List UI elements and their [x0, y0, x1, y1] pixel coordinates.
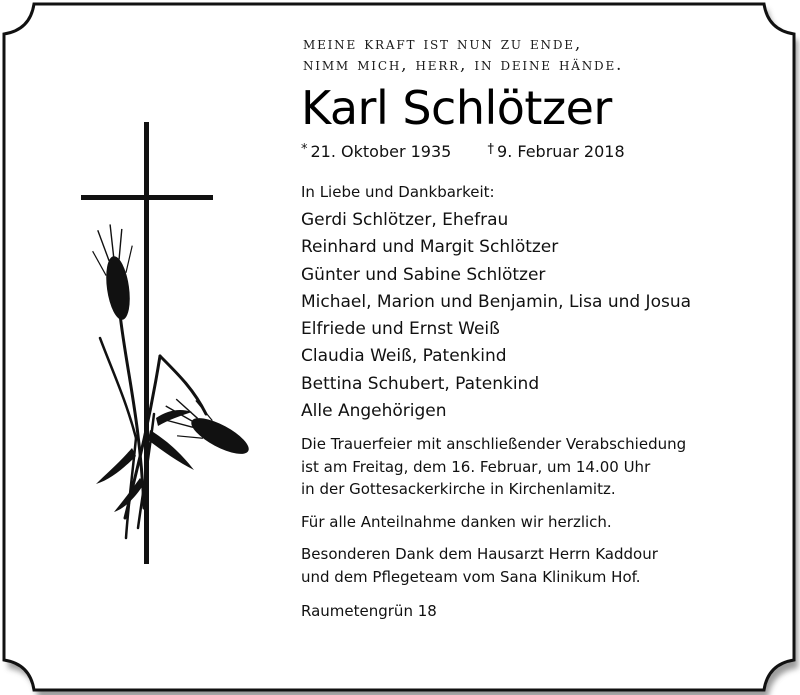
deceased-name: Karl Schlötzer — [301, 81, 612, 135]
wheat-head-lower — [156, 389, 258, 468]
birth-symbol: * — [301, 142, 308, 157]
special-thanks-line: Besonderen Dank dem Hausarzt Herrn Kaddour — [301, 545, 658, 564]
mourner-entry: Reinhard und Margit Schlötzer — [301, 237, 559, 258]
mourner-entry: Michael, Marion und Benjamin, Lisa und Josua — [301, 291, 692, 312]
funeral-line: ist am Freitag, dem 16. Februar, um 14.00 Uhr — [301, 457, 651, 476]
birth-date: 21. Oktober 1935 — [310, 142, 452, 161]
mourner-entry: Claudia Weiß, Patenkind — [301, 346, 507, 367]
special-thanks — [301, 543, 781, 588]
mourners-intro: In Liebe und Dankbarkeit: — [301, 183, 495, 201]
death-date: 9. Februar 2018 — [497, 142, 625, 161]
verse-line-2: nimm mich, herr, in deine hände. — [303, 55, 624, 75]
special-thanks-line: und dem Pflegeteam vom Sana Klinikum Hof. — [301, 567, 641, 586]
funeral-info — [301, 433, 781, 501]
notice-text — [301, 34, 781, 623]
verse-line-1: meine kraft ist nun zu ende, — [303, 34, 583, 54]
mourner-entry: Günter und Sabine Schlötzer — [301, 264, 546, 285]
death-symbol: † — [487, 142, 495, 157]
life-dates — [301, 140, 781, 162]
address: Raumetengrün 18 — [301, 602, 437, 621]
mourner-entry: Bettina Schubert, Patenkind — [301, 373, 540, 394]
verse — [303, 34, 781, 76]
thanks-line: Für alle Anteilnahme danken wir herzlich. — [301, 512, 612, 531]
funeral-line: in der Gottesackerkirche in Kirchenlamitz. — [301, 480, 616, 499]
cross-with-wheat-icon — [70, 118, 270, 568]
funeral-line: Die Trauerfeier mit anschließender Verabschiedung — [301, 435, 687, 454]
mourners-list — [301, 207, 781, 425]
cross-horizontal-beam — [81, 195, 213, 200]
mourner-entry: Elfriede und Ernst Weiß — [301, 319, 500, 340]
mourner-entry: Alle Angehörigen — [301, 401, 447, 422]
mourner-entry: Gerdi Schlötzer, Ehefrau — [301, 210, 509, 230]
wheat-head-upper — [89, 222, 142, 323]
